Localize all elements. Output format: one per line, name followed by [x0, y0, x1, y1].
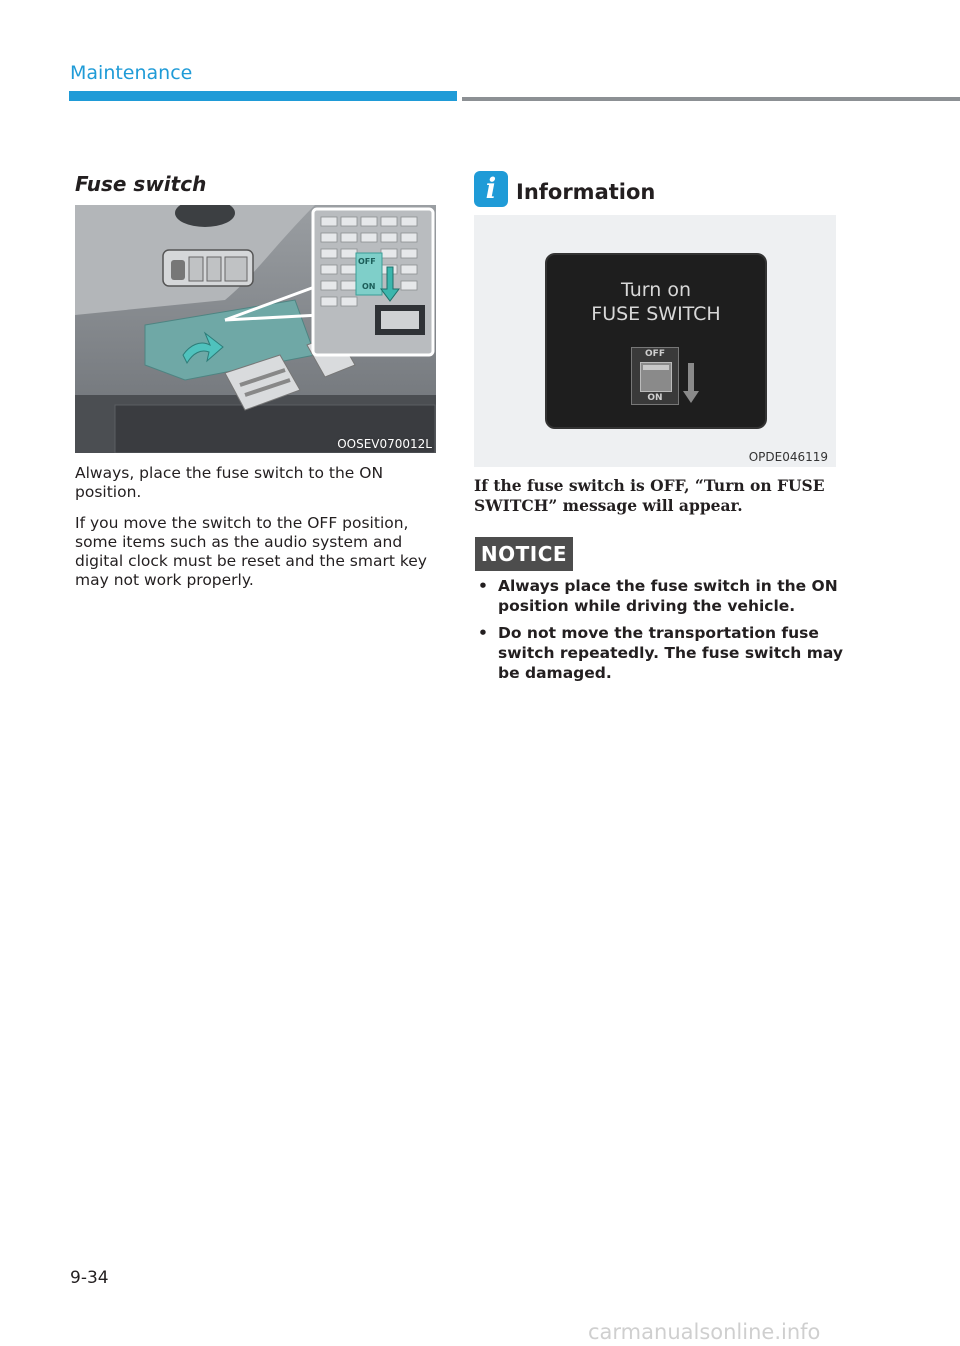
paragraph-off-position: If you move the switch to the OFF position, some items such as the audio system and digital clock must be reset and the smart key may not work properly.	[75, 514, 427, 589]
information-title: Information	[516, 180, 656, 204]
screen-line-1: Turn on	[621, 279, 691, 301]
bullet-icon: •	[478, 624, 488, 642]
screen-line-2: FUSE SWITCH	[591, 303, 721, 325]
information-icon: i	[474, 171, 508, 207]
cluster-message-illustration	[474, 215, 836, 467]
switch-off-label: OFF	[645, 349, 665, 359]
inset-off-label: OFF	[358, 257, 376, 266]
switch-on-label: ON	[647, 393, 663, 403]
figure-code-2: OPDE046119	[748, 450, 828, 464]
paragraph-on-position: Always, place the fuse switch to the ON position.	[75, 464, 384, 501]
arrow-down-icon	[683, 363, 699, 403]
header-rule-blue	[69, 91, 457, 101]
bullet-icon: •	[478, 577, 488, 595]
section-title: Fuse switch	[75, 172, 207, 196]
watermark: carmanualsonline.info	[588, 1320, 821, 1344]
fuse-switch-graphic	[631, 347, 679, 405]
inset-on-label: ON	[362, 282, 376, 291]
notice-badge: NOTICE	[475, 537, 573, 571]
notice-list	[478, 576, 850, 690]
list-item: • Always place the fuse switch in the ON position while driving the vehicle.	[478, 577, 838, 615]
figure-code: OOSEV070012L	[337, 437, 432, 451]
figure-caption: If the fuse switch is OFF, “Turn on FUSE SWITCH” message will appear.	[474, 476, 825, 515]
chapter-title: Maintenance	[70, 62, 193, 84]
header-rule-gray	[462, 97, 960, 101]
switch-slot	[640, 362, 672, 392]
page-number: 9-34	[70, 1268, 109, 1288]
list-item: • Do not move the transportation fuse switch repeatedly. The fuse switch may be damaged.	[478, 624, 843, 682]
cluster-screen	[545, 253, 767, 429]
dashboard-drawing	[75, 205, 436, 453]
fuse-switch-illustration	[75, 205, 436, 453]
